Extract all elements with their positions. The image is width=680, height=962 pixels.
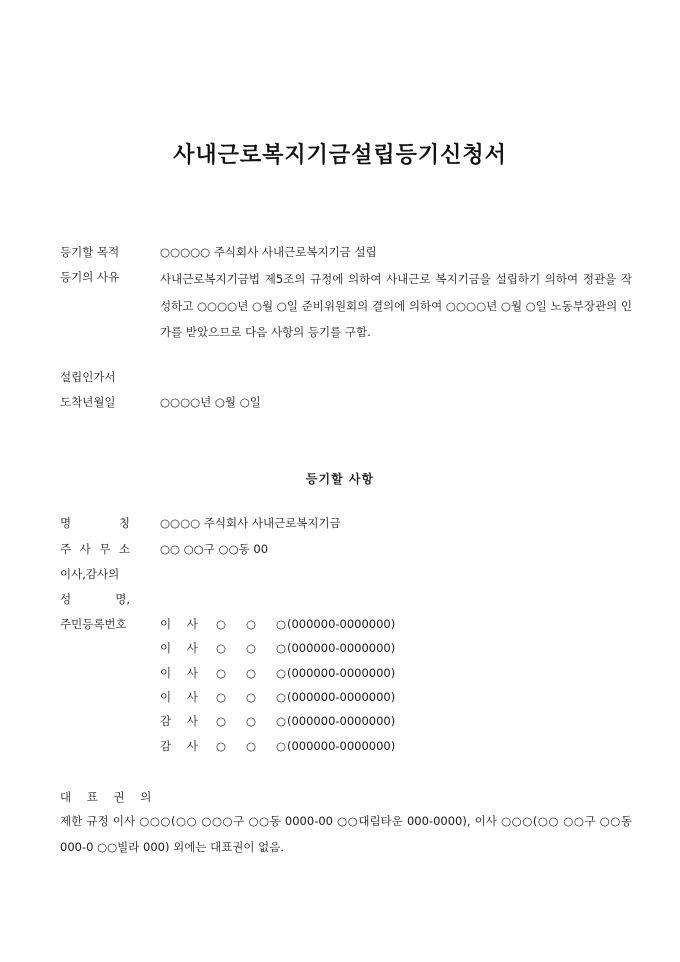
- officer-name-char: ○: [246, 666, 257, 680]
- office-label-char: 사: [79, 542, 91, 556]
- purpose-value: ○○○○○ 주식회사 사내근로복지기금 설립: [160, 245, 377, 259]
- officer-role: 이 사: [160, 690, 204, 704]
- name-label: [60, 518, 130, 530]
- name-label-char: 칭: [118, 516, 130, 530]
- officer-entry: [160, 668, 420, 684]
- officer-rrn: (000000-0000000): [287, 690, 396, 704]
- officer-rrn: (000000-0000000): [287, 714, 396, 728]
- name-value: ○○○○ 주식회사 사내근로복지기금: [160, 516, 341, 530]
- officers-label-char: 성: [60, 592, 72, 606]
- officer-entry: [160, 692, 420, 708]
- office-value: ○○ ○○구 ○○동 00: [160, 542, 269, 556]
- arrival-row: [60, 397, 640, 413]
- officers-label-char: 명,: [115, 592, 130, 606]
- officer-name-char: ○: [216, 666, 227, 680]
- officer-name-char: ○: [246, 617, 257, 631]
- officer-rrn: (000000-0000000): [287, 617, 396, 631]
- officer-role: 이 사: [160, 641, 204, 655]
- representation-label: 대 표 권 의: [60, 790, 158, 804]
- officer-role: 감 사: [160, 714, 204, 728]
- officer-entry: [160, 741, 420, 757]
- officer-role: 감 사: [160, 739, 204, 753]
- reason-label: 등기의 사유: [60, 270, 120, 284]
- office-label: [60, 544, 130, 556]
- officer-role: 이 사: [160, 617, 204, 631]
- purpose-label: 등기할 목적: [60, 245, 120, 259]
- officers-label-line2: [60, 594, 130, 606]
- name-label-char: 명: [60, 516, 72, 530]
- officer-name-char: ○: [216, 714, 227, 728]
- officer-entry: [160, 716, 420, 732]
- representation-text: 제한 규정 이사 ○○○(○○ ○○○구 ○○동 0000-00 ○○대림타운 000-0000), 이사 ○○○(○○ ○○구 ○○동 000-0 ○○빌라 000) 외에는 대표권이 없음.: [60, 814, 632, 854]
- officer-name-char: ○: [246, 690, 257, 704]
- officer-name-char: ○: [216, 617, 227, 631]
- officer-role: 이 사: [160, 666, 204, 680]
- officer-name-char: ○: [216, 690, 227, 704]
- officer-name-char: ○: [246, 641, 257, 655]
- officer-name-char: ○: [276, 690, 287, 704]
- arrival-label: 도착년월일: [60, 395, 116, 409]
- officer-name-char: ○: [216, 739, 227, 753]
- officer-rrn: (000000-0000000): [287, 739, 396, 753]
- officers-label-row-2: [60, 594, 640, 610]
- officer-rrn: (000000-0000000): [287, 666, 396, 680]
- officer-name-char: ○: [276, 641, 287, 655]
- reason-text: 사내근로복지기금법 제5조의 규정에 의하여 사내근로 복지기금을 설립하기 의하여 정관을 작성하고 ○○○○년 ○월 ○일 준비위원회의 결의에 의하여 ○○○○년 ○월 ○일 노동부장관의 인가를 받았으므로 다음 사항의 등기를 구함.: [160, 272, 632, 339]
- officer-name-char: ○: [276, 617, 287, 631]
- office-label-char: 무: [99, 542, 111, 556]
- officer-rrn: (000000-0000000): [287, 641, 396, 655]
- officer-name-char: ○: [216, 641, 227, 655]
- officer-name-char: ○: [276, 739, 287, 753]
- arrival-value: ○○○○년 ○월 ○일: [160, 395, 261, 409]
- purpose-row: [60, 247, 640, 263]
- office-label-char: 주: [60, 542, 72, 556]
- officer-entry: [160, 643, 420, 659]
- officers-label-line3: 주민등록번호: [60, 617, 127, 631]
- officer-name-char: ○: [276, 666, 287, 680]
- approval-label: 설립인가서: [60, 370, 116, 384]
- officer-name-char: ○: [246, 739, 257, 753]
- office-label-char: 소: [118, 542, 130, 556]
- document-title: 사내근로복지기금설립등기신청서: [173, 142, 507, 168]
- officer-name-char: ○: [276, 714, 287, 728]
- office-row: [60, 544, 640, 560]
- name-row: [60, 518, 640, 534]
- officers-label-line1: 이사,감사의: [60, 567, 120, 581]
- approval-row: [60, 372, 640, 388]
- officer-entry: [160, 619, 420, 635]
- officers-label-row-1: [60, 569, 640, 585]
- registration-heading: 등기할 사항: [305, 472, 375, 486]
- officer-name-char: ○: [246, 714, 257, 728]
